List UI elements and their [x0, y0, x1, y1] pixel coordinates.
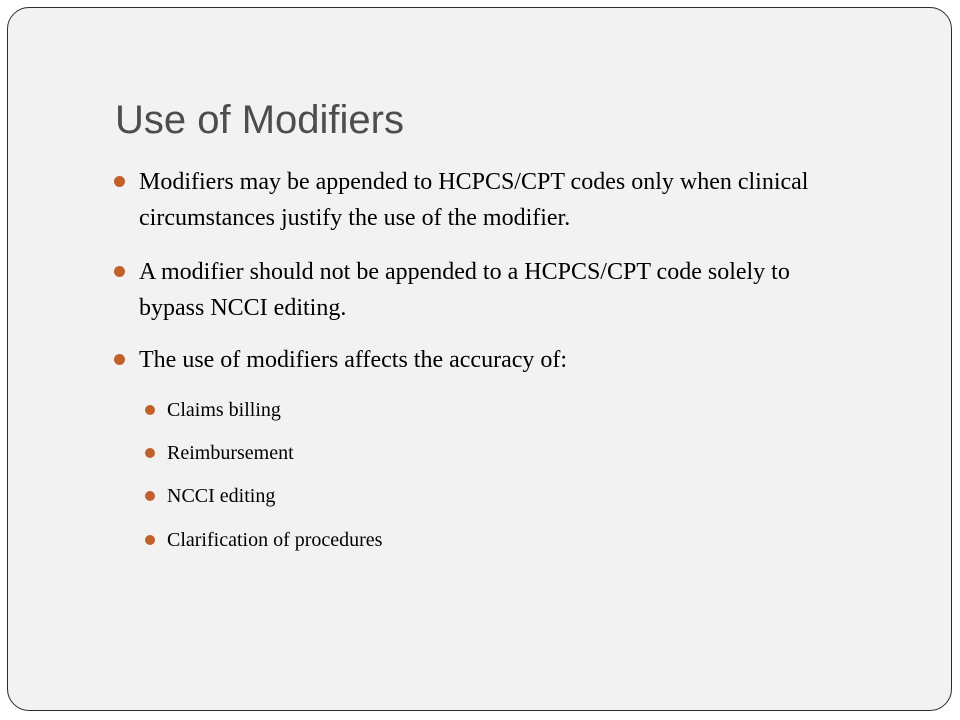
bullet-text: Modifiers may be appended to HCPCS/CPT codes only when clinical circumstances justify the use of the modifier.	[139, 169, 809, 231]
sub-bullet-text: Clarification of procedures	[167, 529, 383, 551]
slide-title: Use of Modifiers	[115, 98, 404, 142]
bullet-marker-icon	[114, 266, 125, 277]
sub-bullet-marker-icon	[145, 405, 155, 415]
sub-bullet-marker-icon	[145, 491, 155, 501]
bullet-text: The use of modifiers affects the accuracy of:	[139, 347, 568, 373]
sub-bullet-text: Claims billing	[167, 399, 281, 421]
sub-bullet-text: Reimbursement	[167, 442, 294, 464]
slide-body	[8, 8, 953, 712]
sub-bullet-marker-icon	[145, 535, 155, 545]
sub-bullet-text: NCCI editing	[167, 485, 276, 507]
slide-frame	[7, 7, 952, 711]
bullet-marker-icon	[114, 176, 125, 187]
bullet-marker-icon	[114, 354, 125, 365]
bullet-text: A modifier should not be appended to a HCPCS/CPT code solely to bypass NCCI editing.	[139, 259, 790, 321]
sub-bullet-marker-icon	[145, 448, 155, 458]
